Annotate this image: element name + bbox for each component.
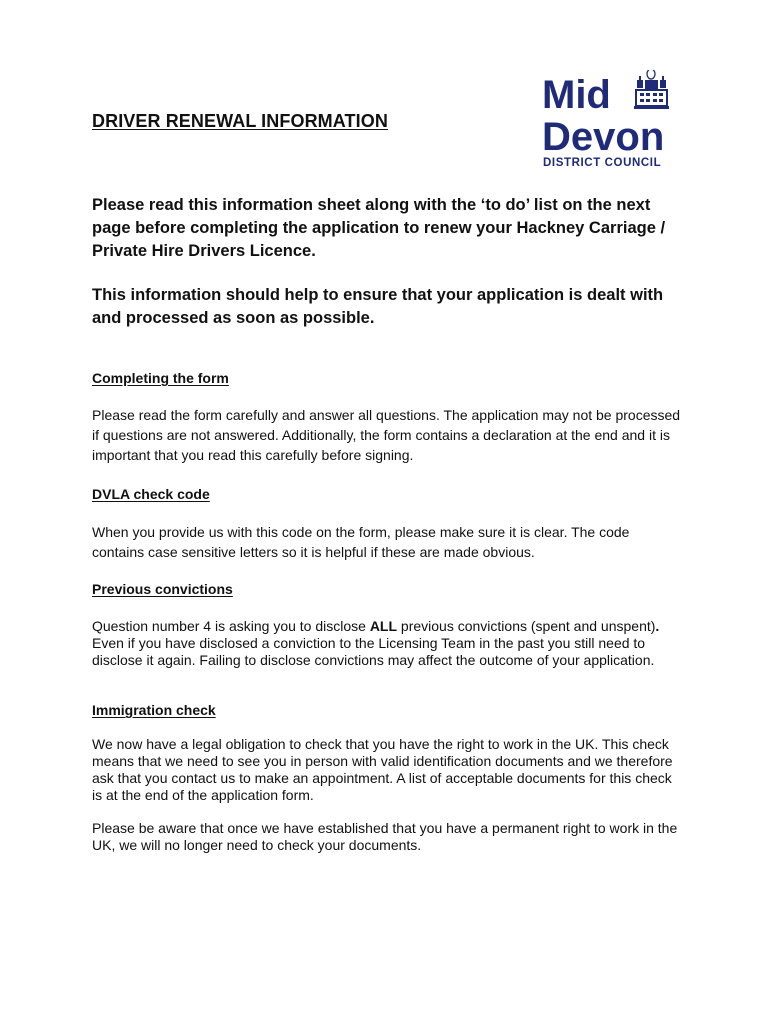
convictions-text-start: Question number 4 is asking you to disclose [92,618,370,634]
logo-line-1: Mid [542,73,611,117]
convictions-bold-period: . [655,618,660,634]
intro-paragraph-2: This information should help to ensure that your application is dealt with and processed as soon as possible. [92,286,664,327]
logo-line-3: DISTRICT COUNCIL [543,157,662,169]
mid-devon-logo [540,70,680,170]
page-title: DRIVER RENEWAL INFORMATION [92,111,388,131]
convictions-text-middle: previous convictions (spent and unspent) [397,618,656,634]
paragraph-completing-the-form: Please read the form carefully and answer all questions. The application may not be processed if questions are not answered. Additionally, the form contains a declaration at the end and it is important that you read this carefully before signing. [92,407,681,463]
paragraph-previous-convictions [92,618,682,669]
intro-paragraph-1: Please read this information sheet along with the ‘to do’ list on the next page before completing the application to renew your Hackney Carriage / Private Hire Drivers Licence. [92,196,666,260]
logo-line-2: Devon [542,115,665,159]
paragraph-immigration-check-1: We now have a legal obligation to check that you have the right to work in the UK. This check means that we need to see you in person with valid identification documents and we therefore ask that you contact us to make an appointment. A list of acceptable documents for this check is at the end of the application form. [92,736,673,803]
paragraph-dvla-check-code: When you provide us with this code on the form, please make sure it is clear. The code contains case sensitive letters so it is helpful if these are made obvious. [92,524,630,560]
heading-completing-the-form: Completing the form [92,370,229,386]
convictions-emphasis-all: ALL [369,618,398,634]
heading-previous-convictions: Previous convictions [92,581,233,597]
logo-graphic [540,70,680,170]
castle-tower-emblem-icon [634,70,669,109]
heading-dvla-check-code: DVLA check code [92,486,210,502]
heading-immigration-check: Immigration check [92,702,216,718]
paragraph-immigration-check-2: Please be aware that once we have established that you have a permanent right to work in the UK, we will no longer need to check your documents. [92,820,678,853]
convictions-text-end: Even if you have disclosed a conviction to the Licensing Team in the past you still need to disclose it again. Failing to disclose convictions may affect the outcome of your application. [92,635,655,668]
